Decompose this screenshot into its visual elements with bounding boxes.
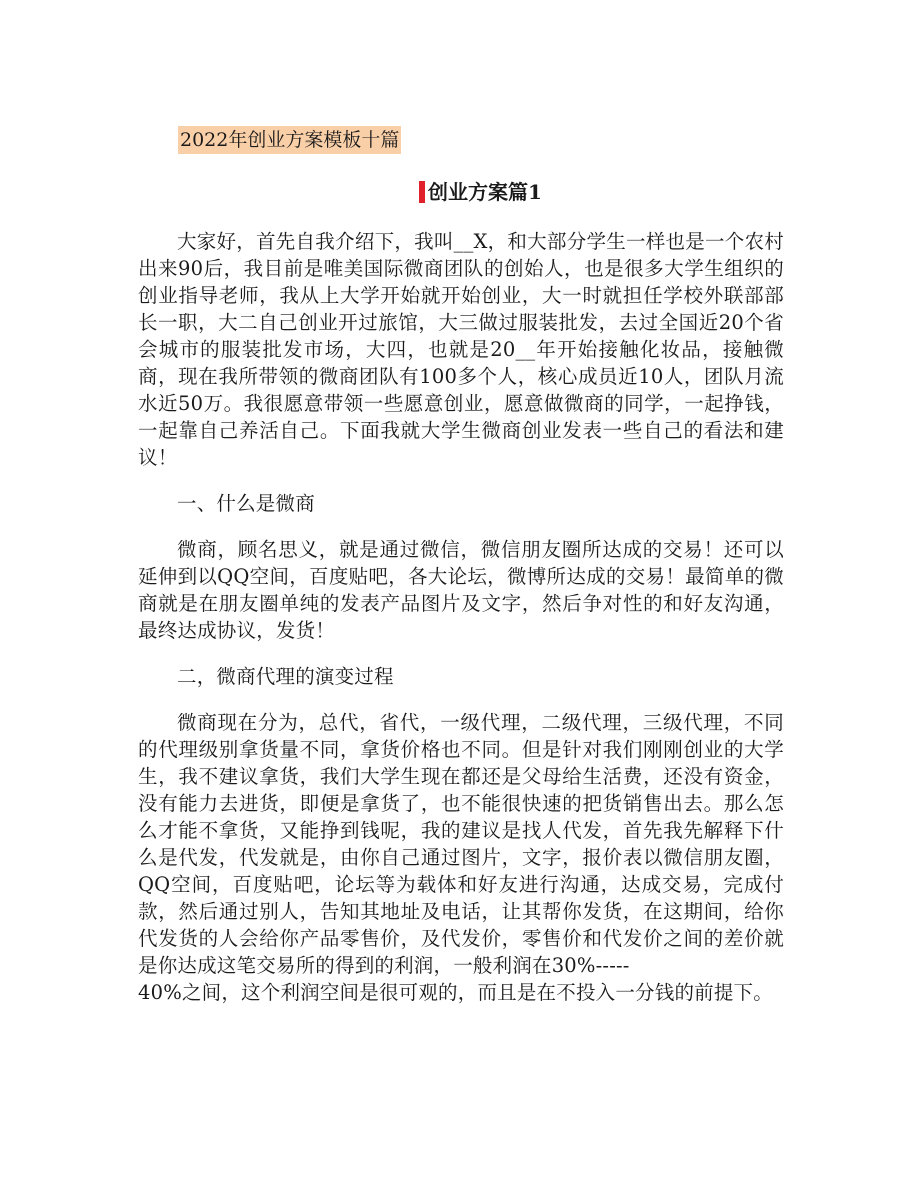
section-heading-text: 创业方案篇1 — [428, 180, 542, 204]
tail-line: 40%之间，这个利润空间是很可观的，而且是在不投入一分钱的前提下。 — [138, 981, 773, 1004]
section-heading — [419, 178, 542, 206]
document-body — [138, 228, 784, 1006]
agent-paragraph: 微商现在分为，总代，省代，一级代理，二级代理，三级代理，不同的代理级别拿货量不同，拿货价格也不同。但是针对我们刚刚创业的大学生，我不建议拿货，我们大学生现在都还是父母给生活费，还没有资金，没有能力去进货，即便是拿货了，也不能很快速的把货销售出去。那么怎么才能不拿货，又能挣到钱呢，我的建议是找人代发，首先我先解释下什么是代发，代发就是，由你自己通过图片，文字，报价表以微信朋友圈，QQ空间，百度贴吧，论坛等为载体和好友进行沟通，达成交易，完成付款，然后通过别人，告知其地址及电话，让其帮你发货，在这期间，给你代发货的人会给你产品零售价，及代发价，零售价和代发价之间的差价就是你达成这笔交易所的得到的利润，一般利润在30%----- — [138, 711, 784, 977]
intro-paragraph: 大家好，首先自我介绍下，我叫__X，和大部分学生一样也是一个农村出来90后，我目前是唯美国际微商团队的创始人，也是很多大学生组织的创业指导老师，我从上大学开始就开始创业，大一时就担任学校外联部部长一职，大二自己创业开过旅馆，大三做过服装批发，去过全国近20个省会城市的服装批发市场，大四，也就是20__年开始接触化妆品，接触微商，现在我所带领的微商团队有100多个人，核心成员近10人，团队月流水近50万。我很愿意带领一些愿意创业，愿意做微商的同学，一起挣钱，一起靠自己养活自己。下面我就大学生微商创业发表一些自己的看法和建议！ — [138, 230, 784, 469]
subheading-agent-evolution: 二，微商代理的演变过程 — [177, 665, 394, 688]
heading-marker-icon — [419, 181, 425, 203]
definition-paragraph: 微商，顾名思义，就是通过微信，微信朋友圈所达成的交易！还可以延伸到以QQ空间，百度贴吧，各大论坛，微博所达成的交易！最简单的微商就是在朋友圈单纯的发表产品图片及文字，然后争对性的和好友沟通，最终达成协议，发货！ — [138, 538, 784, 642]
document-title: 2022年创业方案模板十篇 — [178, 126, 401, 154]
subheading-what-is-weishang: 一、什么是微商 — [177, 492, 315, 515]
